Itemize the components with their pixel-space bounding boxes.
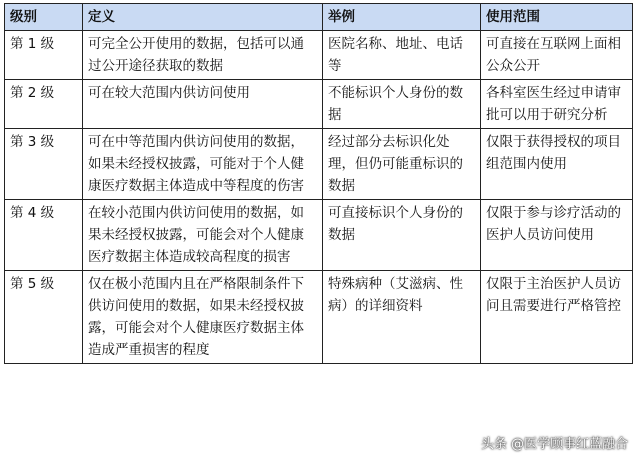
cell-definition: 可完全公开使用的数据，包括可以通过公开途径获取的数据 <box>83 31 323 80</box>
cell-example: 经过部分去标识化处理，但仍可能重标识的数据 <box>323 129 481 200</box>
watermark: 头条 @医学顾事红蓝融合 <box>480 437 628 452</box>
cell-definition: 在较小范围内供访问使用的数据，如果未经授权披露，可能会对个人健康医疗数据主体造成较高程度的损害 <box>83 200 323 271</box>
table-header-row <box>5 4 633 31</box>
header-level: 级别 <box>5 4 83 31</box>
cell-level: 第 1 级 <box>5 31 83 80</box>
table-row <box>5 271 633 364</box>
data-classification-table <box>4 3 633 364</box>
cell-scope: 仅限于获得授权的项目组范围内使用 <box>481 129 633 200</box>
cell-level: 第 4 级 <box>5 200 83 271</box>
cell-definition: 仅在极小范围内且在严格限制条件下供访问使用的数据，如果未经授权披露，可能会对个人健康医疗数据主体造成严重损害的程度 <box>83 271 323 364</box>
header-definition: 定义 <box>83 4 323 31</box>
table-row <box>5 200 633 271</box>
cell-scope: 仅限于主治医护人员访问且需要进行严格管控 <box>481 271 633 364</box>
cell-example: 不能标识个人身份的数据 <box>323 80 481 129</box>
cell-scope: 可直接在互联网上面相公众公开 <box>481 31 633 80</box>
header-example: 举例 <box>323 4 481 31</box>
header-scope: 使用范围 <box>481 4 633 31</box>
table-row <box>5 80 633 129</box>
cell-level: 第 5 级 <box>5 271 83 364</box>
cell-example: 可直接标识个人身份的数据 <box>323 200 481 271</box>
table-row <box>5 31 633 80</box>
cell-example: 医院名称、地址、电话等 <box>323 31 481 80</box>
table-row <box>5 129 633 200</box>
cell-level: 第 3 级 <box>5 129 83 200</box>
cell-example: 特殊病种（艾滋病、性病）的详细资料 <box>323 271 481 364</box>
cell-level: 第 2 级 <box>5 80 83 129</box>
cell-definition: 可在中等范围内供访问使用的数据，如果未经授权披露，可能对于个人健康医疗数据主体造成中等程度的伤害 <box>83 129 323 200</box>
cell-scope: 仅限于参与诊疗活动的医护人员访问使用 <box>481 200 633 271</box>
cell-definition: 可在较大范围内供访问使用 <box>83 80 323 129</box>
cell-scope: 各科室医生经过申请审批可以用于研究分析 <box>481 80 633 129</box>
